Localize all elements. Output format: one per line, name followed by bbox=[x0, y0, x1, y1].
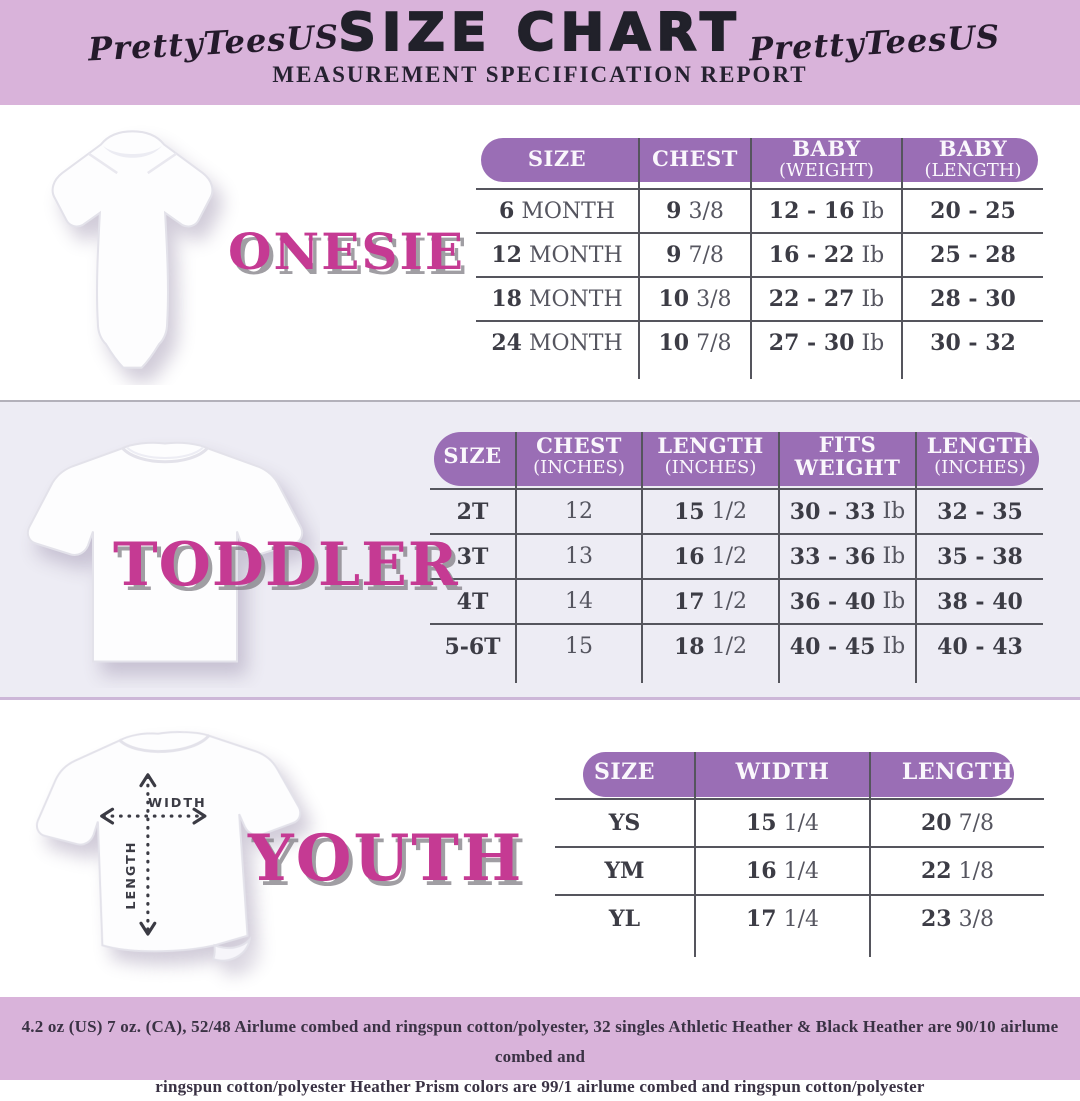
column-header: SIZE bbox=[476, 138, 640, 188]
table-cell: 22 - 27 Ib bbox=[752, 278, 903, 320]
table-tail-cell bbox=[903, 364, 1043, 379]
column-header: BABY (LENGTH) bbox=[903, 138, 1043, 188]
toddler-section bbox=[0, 400, 1080, 700]
column-header: SIZE bbox=[430, 432, 517, 488]
table-cell: 3T bbox=[430, 535, 517, 578]
table-cell: 17 1/2 bbox=[643, 580, 780, 623]
table-tail-cell bbox=[640, 364, 752, 379]
table-cell: 30 - 32 bbox=[903, 322, 1043, 364]
table-tail-cell bbox=[871, 942, 1044, 957]
column-header: BABY (WEIGHT) bbox=[752, 138, 903, 188]
column-header: LENGTH (INCHES) bbox=[917, 432, 1043, 488]
table-cell: 28 - 30 bbox=[903, 278, 1043, 320]
table-tail-cell bbox=[696, 942, 871, 957]
table-row bbox=[555, 800, 1044, 848]
table-cell: 23 3/8 bbox=[871, 896, 1044, 942]
table-cell: 10 3/8 bbox=[640, 278, 752, 320]
table-cell: 12 bbox=[517, 490, 643, 533]
table-cell: 5-6T bbox=[430, 625, 517, 668]
table-cell: 4T bbox=[430, 580, 517, 623]
table-row bbox=[430, 535, 1043, 580]
table-cell: YS bbox=[555, 800, 696, 846]
table-tail-cell bbox=[780, 668, 917, 683]
table-cell: 16 - 22 Ib bbox=[752, 234, 903, 276]
table-cell: 2T bbox=[430, 490, 517, 533]
table-header-row bbox=[476, 138, 1043, 190]
table-cell: 20 - 25 bbox=[903, 190, 1043, 232]
length-label: LENGTH bbox=[124, 841, 139, 910]
table-cell: 40 - 43 bbox=[917, 625, 1043, 668]
table-tail bbox=[430, 668, 1043, 683]
table-cell: 27 - 30 Ib bbox=[752, 322, 903, 364]
table-cell: YL bbox=[555, 896, 696, 942]
column-header: CHEST (INCHES) bbox=[517, 432, 643, 488]
table-cell: 25 - 28 bbox=[903, 234, 1043, 276]
table-tail-cell bbox=[517, 668, 643, 683]
table-cell: 33 - 36 Ib bbox=[780, 535, 917, 578]
toddler-title: TODDLER bbox=[113, 535, 459, 595]
table-cell: 30 - 33 Ib bbox=[780, 490, 917, 533]
youth-title: YOUTH bbox=[248, 827, 523, 891]
onesie-image bbox=[25, 115, 240, 385]
table-cell: 9 7/8 bbox=[640, 234, 752, 276]
onesie-title: ONESIE bbox=[228, 227, 465, 277]
youth-section bbox=[0, 700, 1080, 997]
table-cell: YM bbox=[555, 848, 696, 894]
table-cell: 10 7/8 bbox=[640, 322, 752, 364]
page-subtitle: MEASUREMENT SPECIFICATION REPORT bbox=[0, 62, 1080, 88]
table-cell: 13 bbox=[517, 535, 643, 578]
table-tail bbox=[555, 942, 1044, 957]
table-row bbox=[430, 580, 1043, 625]
table-cell: 24 MONTH bbox=[476, 322, 640, 364]
table-header-row bbox=[555, 752, 1044, 800]
table-cell: 12 MONTH bbox=[476, 234, 640, 276]
column-header: WIDTH bbox=[696, 752, 871, 798]
table-cell: 12 - 16 Ib bbox=[752, 190, 903, 232]
footer-note bbox=[0, 997, 1080, 1080]
table-tail-cell bbox=[430, 668, 517, 683]
table-cell: 22 1/8 bbox=[871, 848, 1044, 894]
table-row bbox=[555, 848, 1044, 896]
table-row bbox=[555, 896, 1044, 942]
width-label: WIDTH bbox=[148, 796, 207, 811]
table-cell: 32 - 35 bbox=[917, 490, 1043, 533]
onesie-shape bbox=[53, 131, 213, 367]
brand-logo-right: PrettyTeesUS bbox=[748, 17, 1001, 68]
table-row bbox=[476, 234, 1043, 278]
table-cell: 6 MONTH bbox=[476, 190, 640, 232]
table-tail-cell bbox=[752, 364, 903, 379]
table-cell: 20 7/8 bbox=[871, 800, 1044, 846]
page-title: SIZE CHART bbox=[0, 6, 1080, 61]
column-header: CHEST bbox=[640, 138, 752, 188]
table-cell: 15 1/2 bbox=[643, 490, 780, 533]
table-tail-cell bbox=[917, 668, 1043, 683]
column-header: LENGTH bbox=[871, 752, 1044, 798]
table-cell: 14 bbox=[517, 580, 643, 623]
table-cell: 18 MONTH bbox=[476, 278, 640, 320]
table-cell: 15 1/4 bbox=[696, 800, 871, 846]
table-cell: 16 1/4 bbox=[696, 848, 871, 894]
table-cell: 38 - 40 bbox=[917, 580, 1043, 623]
table-row bbox=[430, 490, 1043, 535]
table-cell: 17 1/4 bbox=[696, 896, 871, 942]
table-cell: 35 - 38 bbox=[917, 535, 1043, 578]
footer-line1: 4.2 oz (US) 7 oz. (CA), 52/48 Airlume combed and ringspun cotton/polyester, 32 singles Athletic Heather & Black Heather are 90/10 airlume combed and bbox=[0, 1012, 1080, 1072]
table-cell: 15 bbox=[517, 625, 643, 668]
table-cell: 40 - 45 Ib bbox=[780, 625, 917, 668]
table-tail bbox=[476, 364, 1043, 379]
column-header: LENGTH (INCHES) bbox=[643, 432, 780, 488]
table-cell: 18 1/2 bbox=[643, 625, 780, 668]
header-banner bbox=[0, 0, 1080, 105]
youth-size-table bbox=[555, 752, 1044, 957]
onesie-size-table bbox=[476, 138, 1043, 379]
column-header: SIZE bbox=[555, 752, 696, 798]
toddler-size-table bbox=[430, 432, 1043, 683]
table-tail-cell bbox=[643, 668, 780, 683]
column-header: FITS WEIGHT bbox=[780, 432, 917, 488]
footer-line2: ringspun cotton/polyester Heather Prism colors are 99/1 airlume combed and ringspun cotton/polyester bbox=[0, 1072, 1080, 1101]
table-row bbox=[476, 322, 1043, 364]
onesie-section bbox=[0, 105, 1080, 400]
table-row bbox=[476, 278, 1043, 322]
table-header-row bbox=[430, 432, 1043, 490]
table-tail-cell bbox=[476, 364, 640, 379]
table-tail-cell bbox=[555, 942, 696, 957]
brand-logo-left: PrettyTeesUS bbox=[87, 17, 340, 68]
table-cell: 36 - 40 Ib bbox=[780, 580, 917, 623]
table-row bbox=[476, 190, 1043, 234]
table-cell: 16 1/2 bbox=[643, 535, 780, 578]
table-cell: 9 3/8 bbox=[640, 190, 752, 232]
table-row bbox=[430, 625, 1043, 668]
